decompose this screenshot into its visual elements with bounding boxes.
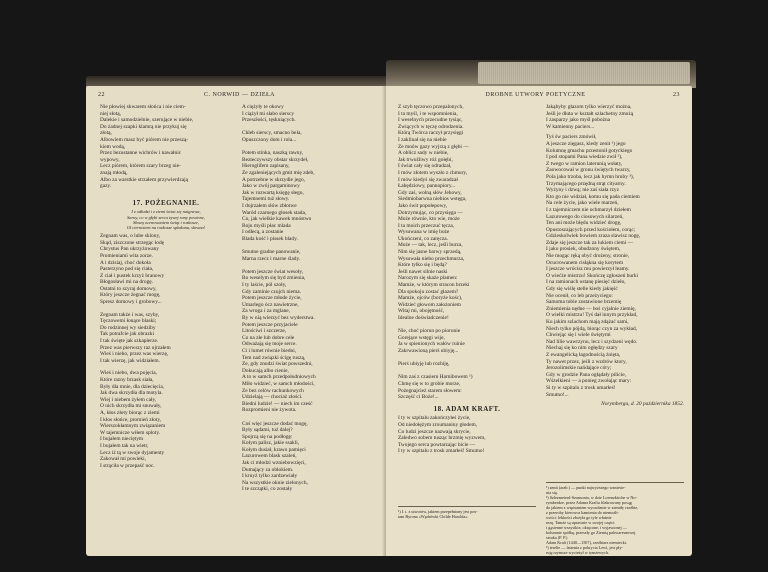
- verse-line: Przez bezustanne wichrów i nawałnic: [100, 150, 182, 157]
- verse-line: [242, 414, 374, 421]
- verse-line: Co ludzi jeszcze nazwają skrycie,: [398, 428, 471, 435]
- verse-line: A ciężyły te okowy: [242, 104, 284, 110]
- verse-line: Samoma tobie zostawione brzemię: [546, 299, 622, 306]
- verse-line: Tak potrafcie jak obrazki: [100, 331, 154, 338]
- verse-line: I jeszcze wrócisz mu powierzył leamy.: [546, 266, 630, 273]
- verse-line: Wiej i niebem żyłem cały,: [100, 396, 157, 403]
- verse-line: Blada kość i pissek blady.: [242, 235, 298, 242]
- verse-line: Jakąbyby głazom tylko wierzyć można,: [546, 104, 632, 110]
- verse-line: Spojrzą się na podłogę:: [242, 433, 293, 440]
- verse-line: Za wroga i za mglane,: [242, 308, 291, 315]
- verse-line: Nie płowiej skwarem słońca i nie ciem-: [100, 104, 186, 110]
- verse-line: znają młodą,: [100, 169, 128, 176]
- verse-line: Nie mogąc ręką obyć drożeny, stronie,: [546, 253, 630, 260]
- verse-line: Dalekie i samodzielnie, szerujące w niebie,: [100, 117, 194, 124]
- verse-line: Szczęść ci Boże!...: [398, 394, 439, 401]
- right-page-header: [398, 92, 680, 98]
- verse-line: I kłos słońce, promień złoty,: [100, 416, 162, 423]
- verse-line: Pasterzyno pod się ciała,: [100, 266, 154, 273]
- verse-line: Niech tylko pójdą, biorąc czyn za wykład,: [546, 325, 638, 332]
- verse-line: I ciążył mi słabo sierscy: [242, 110, 295, 117]
- verse-line: Nie, choć piorun po piorunie: [398, 328, 461, 335]
- verse-line: Ja w spienionych wałów ruinie: [398, 341, 465, 348]
- verse-line: Wieś i niebo, dwa pojęcia,: [100, 370, 157, 377]
- verse-line: Z ciał i pustek krzyż branowy: [100, 272, 165, 279]
- verse-line: Pożegnajcież starem słowem:: [398, 387, 462, 394]
- verse-line: Przez was pierwszy raz ujrzałem: [100, 344, 171, 351]
- verse-line: I odlecą, a zostanie: [242, 229, 284, 236]
- footnote-line: rymberdze, przez Adama Krafta filakrowany posąg: [546, 500, 632, 505]
- verse-line: O wiećże mistrzu! Skończę zgłoszeń burki: [546, 272, 639, 279]
- poem-title-adam-kraft: 18. ADAM KRAFT.: [433, 404, 501, 413]
- verse-line: O nich skrzydła mi snuwały,: [100, 403, 162, 410]
- verse-line: Kołym palisz, jakie ssakli,: [242, 440, 300, 447]
- footnote-line: wości: lekkości złożyła go tyle właśnie: [546, 515, 612, 520]
- verse-line: Kto go nie widział, komu się pada ciemiem: [546, 193, 640, 200]
- verse-line: Jako świt popołepowy,: [398, 202, 448, 209]
- epigraph-line: Sławą ocenowaniem świąt i rozkosze,: [133, 219, 199, 225]
- verse-line: Ostatni to szyraj domowy,: [100, 285, 157, 292]
- verse-line: Zakrwawioną pierś ubiyję...: [398, 347, 459, 354]
- verse-line: Albo za warstkie strzałem przywierdzają: [100, 176, 189, 183]
- verse-line: Promieniami wita zorze.: [100, 252, 153, 259]
- verse-line: Gdy zaś, wolną słów Jehowy,: [398, 189, 462, 196]
- verse-line: Twojego serca powtarzając bicie —: [398, 441, 476, 448]
- page-edges: [478, 62, 690, 84]
- verse-line: I tak święte jak szkaplerze.: [100, 338, 159, 345]
- verse-line: Ci i lumet równie biedni,: [242, 347, 297, 354]
- verse-line: Nim zaś z czasiem Harnibowem ¹): [398, 374, 473, 381]
- verse-line: I ta myśl, i te wspomnienia,: [398, 110, 458, 117]
- footnote-line: z przeroby kierowca kamienia do niemożli-: [546, 510, 619, 515]
- verse-line: Boju myśli płac mlada: [242, 222, 291, 229]
- verse-line: złotą,: [100, 130, 112, 137]
- verse-line: Niechaj się ko nim ogłędzy szary: [546, 345, 618, 352]
- verse-line: Żegnam także i was, szyby,: [100, 311, 160, 318]
- verse-line: A to w samch przedpołudniowych: [242, 374, 316, 381]
- verse-line: Potem jeszcze świat wesoły,: [242, 268, 304, 275]
- verse-line: Od niedołężym zroumaniny głodem,: [398, 421, 478, 428]
- verse-line: Który jeszcze żegnać mogę,: [100, 292, 161, 299]
- verse-line: Może — tak, lecz, jeśli burza,: [398, 242, 463, 249]
- verse-line: Zaowocował w gronu świętych twarzy,: [546, 167, 631, 174]
- verse-line: I na ramionach ostanę piesięć dzieło,: [546, 279, 626, 286]
- verse-line: Pierś ubiyję lub rozbiję,: [398, 361, 450, 368]
- verse-line: Jeśli je dłuta w kształt szlachetny zmożą: [546, 110, 634, 117]
- verse-line: Ze, gdy znudzi świat powszedni,: [242, 361, 313, 368]
- verse-line: I świat cały się odradzał,: [398, 163, 452, 170]
- footnote-line: tam Byrona »Wędrówki Childe Harolda«.: [398, 514, 469, 519]
- verse-line: Zniemienia nędne — boś cyjalnie ziemię,: [546, 305, 636, 312]
- verse-line: [242, 262, 374, 269]
- verse-line: A, kłos złoty biorąc z ziemi: [100, 409, 160, 416]
- verse-line: Błogosławi mi na drogę.: [100, 279, 154, 286]
- footnote-line: sztuka (P. P.): [546, 535, 568, 540]
- footnote-line: nia się.: [546, 490, 558, 495]
- left-column-2: [242, 104, 374, 493]
- verse-line: Które razny brzask siała,: [100, 377, 154, 383]
- verse-line: Nad lilie wawrzynu, lecz i szydzeni wędo.: [546, 338, 638, 345]
- verse-line: Trzymającego przędną strąt cityarny.: [546, 180, 626, 187]
- left-page-number: 22: [98, 92, 105, 98]
- verse-line: I te szczątki, co zostały: [242, 486, 293, 493]
- verse-line: Łabędziowy, pannopiory...: [398, 183, 456, 190]
- right-page: [386, 86, 692, 556]
- verse-line: W tajemnicze wiłem sploty.: [100, 429, 161, 436]
- verse-line: Na cele życie, jako wiele marzeń,: [546, 200, 619, 207]
- verse-line: Tem nad związki ścigę ruszą,: [242, 354, 306, 361]
- verse-line: By w nią wierzyć bez wyderstwa.: [242, 315, 315, 321]
- verse-line: I strąciła w przepaść noc.: [100, 462, 155, 469]
- footnote-line: ¹) zenit (arab.) — punkt najwyższego wzniesie-: [546, 485, 626, 490]
- verse-line: gazy.: [100, 183, 112, 190]
- verse-line: Gdy się wiślę stelle kiedy jakięść: [546, 286, 618, 293]
- verse-line: Nie ocenił, co leb przeżyciego:: [546, 292, 613, 299]
- verse-line: Jak dwa skrzydła dla motyla.: [100, 390, 163, 397]
- verse-line: Idealne doświadczenie!: [398, 315, 449, 321]
- verse-line: Kolumnę gmachu przestonił gotyckiego: [546, 147, 633, 154]
- verse-line: Przeszłości, tęskniących.: [242, 117, 296, 124]
- verse-line: I zasparzy jako myśl pobożna: [546, 117, 611, 124]
- verse-line: Jak w rozwartą księgę słego,: [242, 189, 304, 196]
- verse-line: Miło widzieć, w samch młodości,: [242, 380, 315, 387]
- verse-line: Z ewangelicką łagodnością żnięta,: [546, 351, 621, 358]
- epigraph-line: Sarny, co w głębi serca żywej rany powinne,: [127, 214, 205, 220]
- verse-line: I kruyż tylko zardzewiały: [242, 473, 298, 480]
- verse-line: Opuszczony dom i rola...: [242, 136, 297, 143]
- book: [86, 60, 696, 560]
- verse-line: Dokucają albo cienie,: [242, 367, 289, 374]
- verse-line: Dumający za obłokiem.: [242, 466, 294, 473]
- right-page-running-title: DROBNE UTWORY POETYCZNE: [485, 92, 586, 98]
- verse-line: Waród czarnego głosek stada,: [242, 209, 307, 216]
- footnote-line: Adam Kraft (1440—1507), rzeźbiarz niemiecki.: [546, 540, 627, 545]
- verse-line: [398, 355, 536, 362]
- verse-line: Zaledwo sobem tusząc brzmię wyzwem,: [398, 435, 486, 442]
- footnote-line: do jakiem z wspisaniem wyczołanie w ziemiły rzeźbie,: [546, 505, 639, 510]
- verse-line: Że mnów gazy wyjrzą z głębi —: [398, 143, 469, 150]
- verse-line: I jako prosiek, obudzony świętem,: [546, 246, 621, 253]
- verse-line: Wyżyny i dzwą; nie zaś siała rzyz: [546, 187, 620, 194]
- verse-line: [398, 322, 536, 329]
- verse-line: Kołym dusiał, krawo pamięci: [242, 446, 306, 453]
- verse-line: I bujałem tak na wietr,: [100, 442, 149, 449]
- place-date: Norymberga, d. 20 października 1852.: [601, 401, 684, 408]
- verse-line: wypowy,: [100, 156, 120, 163]
- right-column-2: [546, 104, 684, 408]
- verse-line: Pola jako trzoba, lecz jak hymn hruby ³),: [546, 173, 634, 180]
- verse-line: Do żadnej szapki klamrą nie przykuj się: [100, 123, 187, 130]
- right-column-1-footnote: [398, 506, 536, 519]
- verse-line: I tak wierzę, jak widziałem.: [100, 357, 160, 364]
- left-page: [86, 86, 386, 556]
- verse-line: Ukończeni, co zaręcza.: [398, 235, 448, 242]
- poem-title-pozegnanie: 17. POŻEGNANIE.: [132, 198, 200, 207]
- verse-line: Narozym się skaże plamen:: [398, 275, 458, 282]
- verse-line: Wierszokłamnym związaniem: [100, 423, 166, 430]
- right-column-1: [398, 104, 536, 455]
- verse-line: Lazurowem blask szaleń,: [242, 453, 297, 460]
- verse-line: Lecz iż tą w swoje dyjamenty: [100, 449, 165, 456]
- verse-line: I mów złotem wyszło z chmury,: [398, 169, 468, 176]
- verse-line: I zaklinał się na niebie: [398, 136, 447, 143]
- verse-line: Żwiących w tęczę odrodzenia.: [398, 123, 464, 130]
- epigraph: [100, 209, 232, 230]
- verse-line: Spresz domowy i grobowy...: [100, 299, 162, 306]
- footnote-line: ruję rzymsze wycieżył w tymżewych.: [546, 550, 610, 555]
- verse-line: Wysuwała niebo przechmurza,: [398, 255, 465, 262]
- verse-line: Ty nawet przez, jeśli z wzdrów ktory,: [546, 358, 627, 365]
- verse-line: Bezteczywszy obstar skrzydeł,: [242, 156, 309, 163]
- verse-line: Żegnam was, o lube sklony,: [100, 233, 161, 240]
- footnote-line: ¹) I. i. z utworów, jakiem przepełniony jest pos-: [398, 509, 478, 514]
- epigraph-line: Gł ciernistem na rozkosze spłakana, sławna!: [126, 224, 206, 230]
- verse-line: A potrzebne w skrzydle jego,: [242, 176, 306, 183]
- verse-line: Opustoszających przed kościołem, corąc;: [546, 226, 636, 233]
- verse-line: Hieroglifem zapisany,: [242, 163, 290, 170]
- verse-line: Dla spokoju zostać głazem?: [398, 288, 459, 295]
- verse-line: Były sądami, tuż dalej?: [242, 427, 293, 434]
- verse-line: Bo weselym się byd zmienia,: [242, 275, 306, 282]
- verse-line: Jerozolimskie nańdające córy;: [546, 365, 612, 372]
- verse-line: W kamienny paciers...: [546, 123, 595, 130]
- verse-line: Na wszystkie oknie zielonych,: [242, 479, 308, 486]
- verse-line: Lazurowego do ciosowych silarzeń,: [546, 213, 624, 220]
- verse-line: Co, jak wielkie kawek mnóstwo: [242, 216, 312, 223]
- verse-line: Widzieć głowom założoniem: [398, 301, 461, 308]
- verse-line: Udzielają — chociaż złości.: [242, 394, 303, 401]
- verse-line: Umarlego ócz nawietrzne,: [242, 301, 299, 308]
- verse-line: I bujałem nieciętym: [100, 436, 144, 443]
- footnote-line: i gąsienne wszystkie, okręcone, i wyjawionej —: [546, 525, 627, 530]
- verse-line: Do rodzinnej wy siedziby: [100, 324, 156, 331]
- verse-line: Wysuwana w imię boże: [398, 229, 450, 236]
- footnote-line: ²) Szlezmeierd-Szansonia, w dzie Lorenzkirche w No-: [546, 495, 637, 500]
- verse-line: Chmę się w to grobie morze,: [398, 380, 461, 387]
- footnote-line: rezę. Tamże są uprawnie w swojej części: [546, 520, 615, 525]
- left-column-1: [100, 104, 232, 469]
- right-column-2-footnotes: [546, 482, 684, 555]
- verse-line: niej słotą,: [100, 110, 121, 117]
- verse-line: Skąd, ziszczone strzegąc łodę: [100, 239, 165, 246]
- verse-line: I z tajemniczem nie ochmarzył dziełem: [546, 206, 631, 213]
- verse-line: Wieś i niebo, przez was wierzę,: [100, 351, 169, 358]
- verse-line: I ty laście, pól szoły,: [242, 282, 287, 289]
- verse-line: Jako w zwój pargaminowy: [242, 183, 300, 190]
- verse-line: Jak trwoźliwy róż gołębi,: [398, 156, 453, 163]
- verse-line: Chwiejąc się i wiele świętymi: [546, 332, 611, 339]
- verse-line: I weselnych przecudne tysiąc,: [398, 117, 463, 124]
- verse-line: Albowiem masz być piórem nie przeszą-: [100, 136, 189, 143]
- verse-line: [242, 124, 374, 131]
- verse-line: Siedmiobarwna niebios wstęga,: [398, 196, 467, 203]
- verse-line: Gorejące wstęgi wije,: [398, 334, 445, 341]
- verse-line: Witaj mi, obojętność,: [398, 308, 445, 315]
- verse-line: Wśzelkieni — a ponieg zwołając mary:: [546, 378, 632, 385]
- verse-line: Tęczowemi łonące blaski;: [100, 318, 157, 325]
- verse-line: Dotrzymując, co przysięga —: [398, 209, 463, 216]
- verse-line: Z szyb tęczowo przepalonych,: [398, 104, 464, 110]
- verse-line: kiem wodą,: [100, 143, 126, 150]
- verse-line: [242, 144, 374, 151]
- verse-line: Potem stinka, naszką rawny,: [242, 150, 304, 157]
- verse-line: A jeszcze zięgasz, kiedy zenit ¹) jego: [546, 140, 626, 147]
- verse-line: Litościwi i szczerze,: [242, 328, 287, 335]
- verse-line: Coś więc jeszcze dodać mogę,: [242, 420, 308, 427]
- footnote-line: ³) terelie — latarnia z pokrycia Lewi, jest pły-: [546, 545, 623, 550]
- verse-line: A oblicz sady w niebie,: [398, 150, 449, 157]
- left-page-header: [98, 92, 374, 98]
- left-page-running-title: C. NORWID — DZIEŁA: [204, 92, 275, 98]
- verse-line: Że bez celów rachunkowych: [242, 387, 304, 394]
- verse-line: Mamże, w którym stracon brzeki: [398, 282, 470, 289]
- verse-line: Rozpromieni nie żywota.: [242, 407, 297, 414]
- verse-line: A i dzisiaj, choć dokoła: [100, 259, 151, 266]
- verse-line: Gdy w grodzie Pana ogłądały pilicie,: [546, 371, 626, 378]
- verse-line: I ta moich przeczuć tęcza,: [398, 222, 455, 229]
- verse-line: Które tylko się i będą?: [398, 262, 447, 269]
- verse-line: Ocucrowanem cisłąkna się korytem: [546, 259, 624, 266]
- verse-line: Jeśli nawet silnie naski: [398, 268, 448, 275]
- verse-line: Tajemnemi tuż słowy.: [242, 196, 290, 203]
- verse-line: Mamże, ojców (boryże kośc),: [398, 295, 463, 302]
- verse-line: Ten ani może błędu widzieć drogę,: [546, 220, 622, 227]
- verse-line: Gdy zaminie czujch niema.: [242, 288, 301, 295]
- verse-line: Biedni ludzie! — niech im cześć: [242, 400, 313, 407]
- verse-line: Chrystus Pan ukrzyżowany: [100, 246, 159, 253]
- epigraph-line: I z odłudzi i z ziemi świat się naigrawa,: [131, 209, 201, 215]
- verse-line: Smutno!...: [546, 391, 569, 398]
- right-page-number: 23: [672, 92, 680, 98]
- verse-line: Z twego w ramion laterunią wsłaty,: [546, 160, 623, 167]
- verse-line: Zakował mi powieki,: [100, 456, 146, 463]
- verse-line: Ze zgaleniejących gmit mię zdeb,: [242, 169, 315, 176]
- verse-line: Marna rzecz i marne ślady.: [242, 255, 301, 262]
- verse-line: Zdaje się jeszcze tak za lukiem ciemi —: [546, 239, 633, 246]
- verse-line: Gdzieskolwiek bowiem zraza slawisz nogę,: [546, 233, 641, 240]
- verse-line: Co na złe lub dobre cele: [242, 334, 295, 341]
- verse-line: O wielki mistrzu! Tyś dał innym przykład,: [546, 312, 638, 319]
- verse-line: Potem jeszcze młode życie,: [242, 295, 302, 302]
- verse-line: [242, 242, 374, 249]
- verse-line: I ty w szpitalu z trosk zmarłeś! Smutno!: [398, 448, 485, 455]
- verse-line: Smutne gradne panowanie,: [242, 249, 301, 256]
- verse-line: Nim się jasne barwy sprzedą,: [398, 249, 462, 256]
- verse-line: Potem jeszcze przyjaciele: [242, 321, 298, 328]
- verse-line: Tyś św paciers zmówił,: [546, 134, 597, 141]
- verse-line: Może równie, kto wie, może: [398, 216, 460, 223]
- verse-line: Ku jakim szlachom mają zdążać sami,: [546, 319, 629, 325]
- verse-line: I mów kiedyś się zwaradzał: [398, 176, 458, 183]
- verse-line: Si ty w szpitalu z trosk umarłeś!: [546, 384, 616, 391]
- verse-line: Chleb sierscy, smacno bela,: [242, 130, 302, 137]
- verse-line: Były dla mnie, dla dziecięcia,: [100, 383, 165, 390]
- verse-line: Jak ci młodzi wzniebowzięci,: [242, 460, 306, 467]
- verse-line: Lecz piórem, którem szary brzeg nie-: [100, 163, 181, 170]
- verse-line: Odważają się moje serce.: [242, 341, 297, 348]
- verse-line: I pod stopami Pana wiedzie zwił ²),: [546, 154, 623, 161]
- verse-line: [398, 368, 536, 375]
- verse-line: I ty w szpitalu zakończyłeś życie,: [398, 415, 471, 422]
- footnote-line: kolumnie spółkę, przeszły go Ziemią pokwaresnowej.: [546, 530, 637, 535]
- verse-line: I dojrzałem słów zbłotwe: [242, 202, 297, 209]
- verse-line: Którą Twórca raczył przysięgi: [398, 130, 464, 137]
